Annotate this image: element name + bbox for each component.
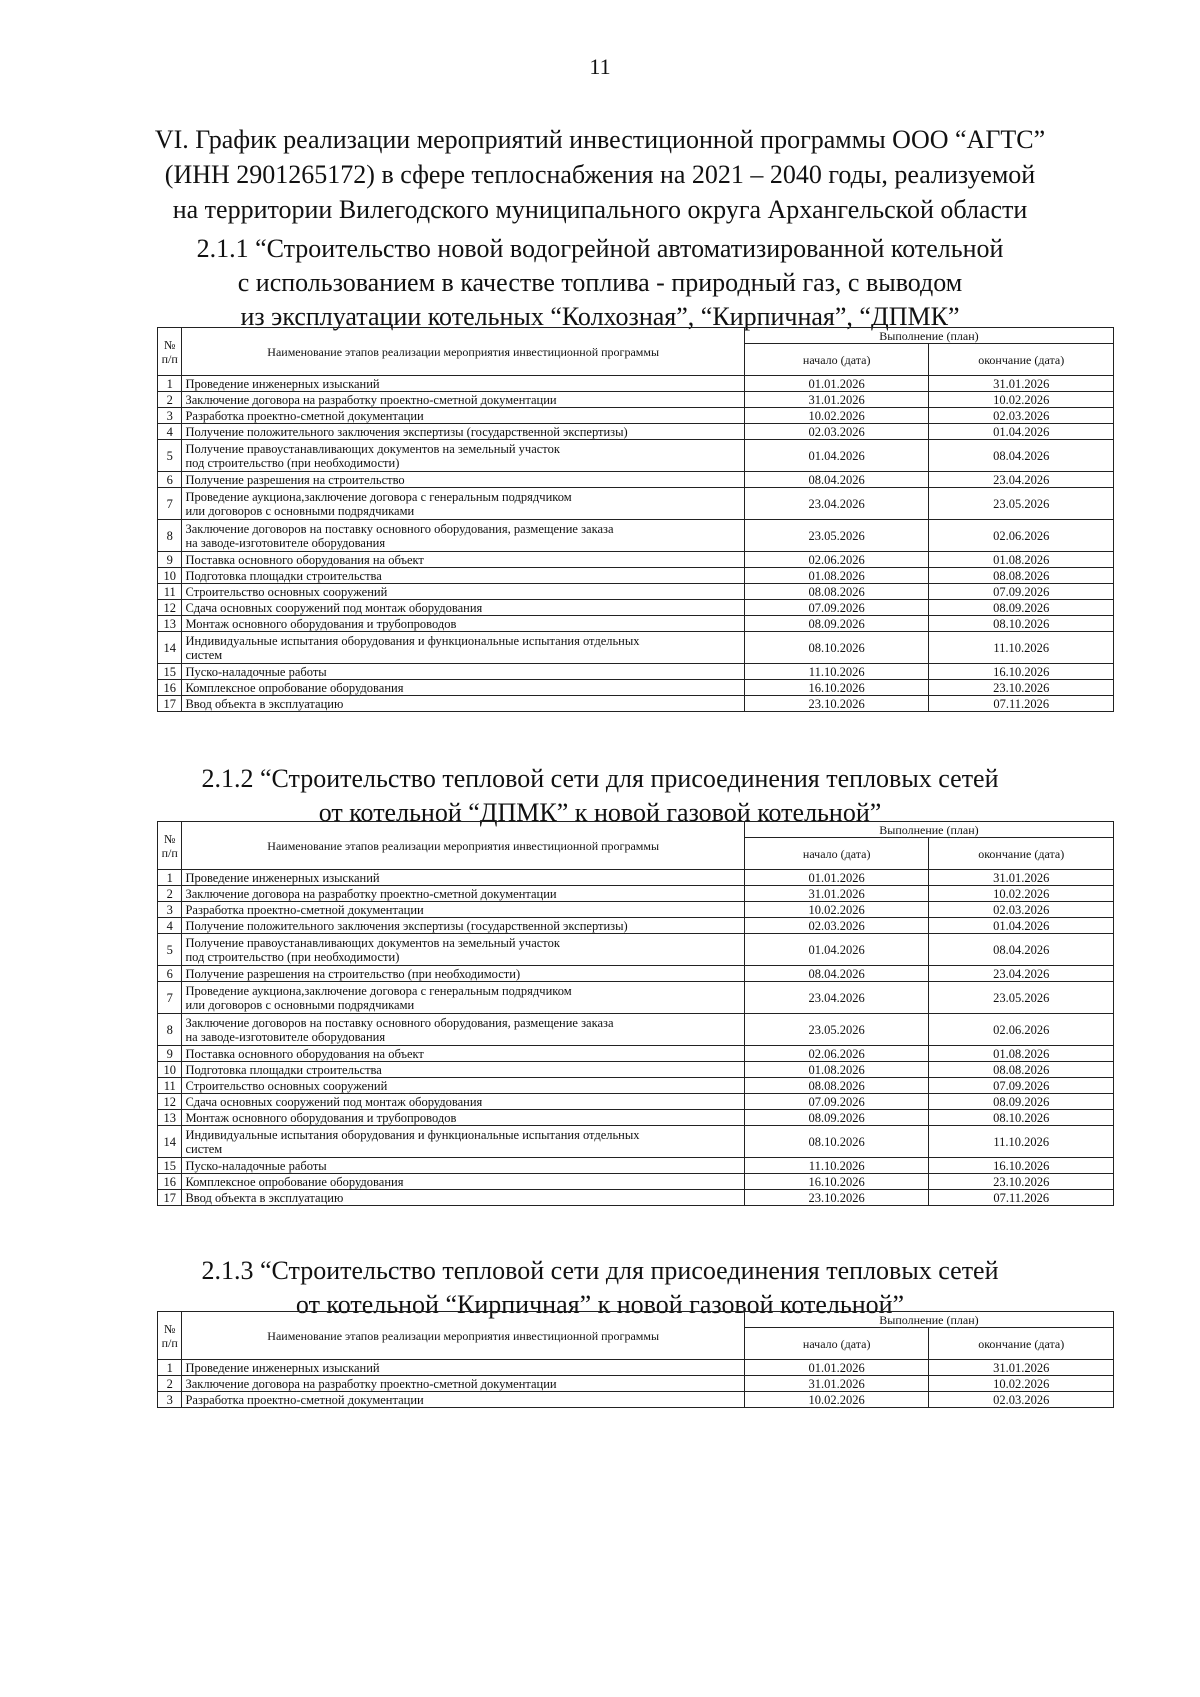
row-start-date: 23.04.2026 [744, 488, 929, 520]
row-end-date: 02.03.2026 [929, 408, 1114, 424]
row-number: 1 [158, 1360, 182, 1376]
row-name [182, 552, 744, 568]
row-number: 4 [158, 918, 182, 934]
row-end-date: 31.01.2026 [929, 1360, 1114, 1376]
row-start-date: 01.04.2026 [744, 440, 929, 472]
table-row [158, 902, 1114, 918]
row-name-line: Монтаж основного оборудования и трубопроводов [185, 1110, 457, 1125]
row-start-date: 10.02.2026 [744, 408, 929, 424]
row-number: 13 [158, 1110, 182, 1126]
row-number: 13 [158, 616, 182, 632]
row-start-date: 01.04.2026 [744, 934, 929, 966]
row-name-line: Индивидуальные испытания оборудования и функциональные испытания отдельных [185, 633, 640, 648]
table-row [158, 632, 1114, 664]
table-row [158, 376, 1114, 392]
row-name-line: Заключение договора на разработку проектно-сметной документации [185, 886, 557, 901]
row-end-date: 23.04.2026 [929, 966, 1114, 982]
row-number: 15 [158, 664, 182, 680]
row-name-line: Строительство основных сооружений [185, 584, 388, 599]
table-row [158, 966, 1114, 982]
row-name [182, 424, 744, 440]
header-num: № п/п [158, 1312, 182, 1360]
row-name-line: на заводе-изготовителе оборудования [185, 1029, 386, 1044]
row-name [182, 440, 744, 472]
row-end-date: 10.02.2026 [929, 886, 1114, 902]
row-name-line: Получение положительного заключения экспертизы (государственной экспертизы) [185, 424, 628, 439]
table-row [158, 696, 1114, 712]
row-name [182, 376, 744, 392]
row-name-line: Пуско-наладочные работы [185, 664, 327, 679]
row-number: 16 [158, 1174, 182, 1190]
row-name [182, 680, 744, 696]
row-number: 14 [158, 1126, 182, 1158]
header-row [158, 328, 1114, 344]
row-name-line: Сдача основных сооружений под монтаж оборудования [185, 1094, 483, 1109]
row-number: 1 [158, 870, 182, 886]
header-execution: Выполнение (план) [744, 328, 1113, 344]
row-name-line: Индивидуальные испытания оборудования и функциональные испытания отдельных [185, 1127, 640, 1142]
table-row [158, 1110, 1114, 1126]
row-end-date: 07.09.2026 [929, 584, 1114, 600]
table-row [158, 616, 1114, 632]
row-end-date: 07.11.2026 [929, 1190, 1114, 1206]
row-name-line: Монтаж основного оборудования и трубопроводов [185, 616, 457, 631]
row-name [182, 568, 744, 584]
row-name [182, 472, 744, 488]
row-end-date: 08.04.2026 [929, 440, 1114, 472]
row-end-date: 02.06.2026 [929, 520, 1114, 552]
table-row [158, 520, 1114, 552]
title-line: (ИНН 2901265172) в сфере теплоснабжения на 2021 – 2040 годы, реализуемой [164, 160, 1036, 189]
row-number: 8 [158, 520, 182, 552]
row-number: 2 [158, 1376, 182, 1392]
row-name [182, 1046, 744, 1062]
schedule-table [157, 821, 1114, 1206]
row-name [182, 616, 744, 632]
header-execution: Выполнение (план) [744, 822, 1113, 838]
row-end-date: 01.08.2026 [929, 552, 1114, 568]
row-name [182, 392, 744, 408]
row-name [182, 966, 744, 982]
row-start-date: 11.10.2026 [744, 664, 929, 680]
table-row [158, 918, 1114, 934]
row-number: 6 [158, 472, 182, 488]
table-row [158, 488, 1114, 520]
row-name-line: под строительство (при необходимости) [185, 949, 400, 964]
row-name [182, 1094, 744, 1110]
document-title [120, 122, 1080, 227]
row-end-date: 08.09.2026 [929, 600, 1114, 616]
row-start-date: 02.06.2026 [744, 552, 929, 568]
row-number: 10 [158, 568, 182, 584]
row-name-line: Получение разрешения на строительство (при необходимости) [185, 966, 521, 981]
row-end-date: 10.02.2026 [929, 1376, 1114, 1392]
table-row [158, 600, 1114, 616]
row-name-line: Поставка основного оборудования на объект [185, 1046, 424, 1061]
row-number: 9 [158, 552, 182, 568]
table-row [158, 424, 1114, 440]
header-name: Наименование этапов реализации мероприятия инвестиционной программы [182, 822, 744, 870]
row-end-date: 11.10.2026 [929, 632, 1114, 664]
title-line: на территории Вилегодского муниципального округа Архангельской области [172, 195, 1028, 224]
row-number: 2 [158, 886, 182, 902]
row-start-date: 23.04.2026 [744, 982, 929, 1014]
row-number: 3 [158, 1392, 182, 1408]
row-name [182, 520, 744, 552]
row-number: 7 [158, 488, 182, 520]
row-start-date: 01.08.2026 [744, 568, 929, 584]
row-number: 16 [158, 680, 182, 696]
row-end-date: 11.10.2026 [929, 1126, 1114, 1158]
row-end-date: 31.01.2026 [929, 870, 1114, 886]
table-row [158, 568, 1114, 584]
row-start-date: 16.10.2026 [744, 680, 929, 696]
row-number: 5 [158, 934, 182, 966]
row-name-line: под строительство (при необходимости) [185, 455, 400, 470]
row-start-date: 01.01.2026 [744, 1360, 929, 1376]
row-start-date: 08.09.2026 [744, 1110, 929, 1126]
table-row [158, 552, 1114, 568]
row-name-line: Поставка основного оборудования на объект [185, 552, 424, 567]
row-number: 3 [158, 408, 182, 424]
row-start-date: 01.08.2026 [744, 1062, 929, 1078]
table-row [158, 1094, 1114, 1110]
row-name [182, 1190, 744, 1206]
table-row [158, 472, 1114, 488]
page-number: 11 [589, 54, 611, 79]
row-name [182, 664, 744, 680]
row-name-line: Проведение инженерных изысканий [185, 1360, 380, 1375]
row-end-date: 23.05.2026 [929, 488, 1114, 520]
row-end-date: 01.04.2026 [929, 424, 1114, 440]
row-number: 6 [158, 966, 182, 982]
row-name [182, 870, 744, 886]
row-end-date: 02.03.2026 [929, 902, 1114, 918]
row-name-line: систем [185, 1141, 223, 1156]
row-number: 2 [158, 392, 182, 408]
row-name-line: Получение разрешения на строительство [185, 472, 405, 487]
header-end: окончание (дата) [929, 344, 1114, 376]
row-end-date: 08.08.2026 [929, 568, 1114, 584]
table-row [158, 1062, 1114, 1078]
row-name-line: Заключение договоров на поставку основного оборудования, размещение заказа [185, 1015, 614, 1030]
table-row [158, 1360, 1114, 1376]
row-name-line: Заключение договоров на поставку основного оборудования, размещение заказа [185, 521, 614, 536]
section-title-2-1-1 [120, 232, 1080, 334]
row-name [182, 632, 744, 664]
row-end-date: 31.01.2026 [929, 376, 1114, 392]
row-name-line: на заводе-изготовителе оборудования [185, 535, 386, 550]
row-name-line: Проведение аукциона,заключение договора с генеральным подрядчиком [185, 489, 572, 504]
table-row [158, 934, 1114, 966]
row-name-line: Проведение инженерных изысканий [185, 376, 380, 391]
row-name [182, 1392, 744, 1408]
row-number: 11 [158, 1078, 182, 1094]
section-title-line: из эксплуатации котельных “Колхозная”, “Кирпичная”, “ДПМК” [240, 302, 960, 331]
row-number: 17 [158, 696, 182, 712]
row-end-date: 02.06.2026 [929, 1014, 1114, 1046]
header-start: начало (дата) [744, 838, 929, 870]
row-start-date: 08.09.2026 [744, 616, 929, 632]
table-row [158, 982, 1114, 1014]
table-row [158, 1046, 1114, 1062]
row-number: 10 [158, 1062, 182, 1078]
row-start-date: 31.01.2026 [744, 886, 929, 902]
row-start-date: 23.10.2026 [744, 696, 929, 712]
row-start-date: 02.03.2026 [744, 918, 929, 934]
row-name-line: Пуско-наладочные работы [185, 1158, 327, 1173]
row-number: 4 [158, 424, 182, 440]
header-row [158, 1312, 1114, 1328]
row-end-date: 02.03.2026 [929, 1392, 1114, 1408]
table-row [158, 1392, 1114, 1408]
row-end-date: 23.04.2026 [929, 472, 1114, 488]
row-number: 15 [158, 1158, 182, 1174]
row-start-date: 08.10.2026 [744, 1126, 929, 1158]
table-row [158, 1014, 1114, 1046]
row-start-date: 08.08.2026 [744, 1078, 929, 1094]
row-name-line: Разработка проектно-сметной документации [185, 408, 424, 423]
row-name-line: Разработка проектно-сметной документации [185, 1392, 424, 1407]
row-end-date: 16.10.2026 [929, 664, 1114, 680]
row-start-date: 08.04.2026 [744, 472, 929, 488]
row-name [182, 1158, 744, 1174]
row-name-line: Получение правоустанавливающих документов на земельный участок [185, 935, 560, 950]
row-start-date: 08.10.2026 [744, 632, 929, 664]
row-name [182, 408, 744, 424]
table-row [158, 870, 1114, 886]
row-name-line: Заключение договора на разработку проектно-сметной документации [185, 1376, 557, 1391]
row-number: 17 [158, 1190, 182, 1206]
row-end-date: 07.11.2026 [929, 696, 1114, 712]
table-row [158, 440, 1114, 472]
row-name-line: Ввод объекта в эксплуатацию [185, 696, 344, 711]
row-name [182, 488, 744, 520]
row-end-date: 01.08.2026 [929, 1046, 1114, 1062]
row-end-date: 07.09.2026 [929, 1078, 1114, 1094]
table-row [158, 664, 1114, 680]
row-name [182, 902, 744, 918]
row-name-line: Заключение договора на разработку проектно-сметной документации [185, 392, 557, 407]
row-name [182, 1360, 744, 1376]
row-name [182, 1014, 744, 1046]
row-start-date: 10.02.2026 [744, 1392, 929, 1408]
row-end-date: 08.08.2026 [929, 1062, 1114, 1078]
row-number: 3 [158, 902, 182, 918]
row-number: 12 [158, 1094, 182, 1110]
table-row [158, 1190, 1114, 1206]
row-name [182, 1078, 744, 1094]
header-start: начало (дата) [744, 1328, 929, 1360]
row-start-date: 07.09.2026 [744, 1094, 929, 1110]
row-name-line: Сдача основных сооружений под монтаж оборудования [185, 600, 483, 615]
header-execution: Выполнение (план) [744, 1312, 1113, 1328]
row-name-line: Подготовка площадки строительства [185, 1062, 382, 1077]
row-name [182, 600, 744, 616]
row-number: 7 [158, 982, 182, 1014]
row-end-date: 01.04.2026 [929, 918, 1114, 934]
row-start-date: 31.01.2026 [744, 1376, 929, 1392]
row-start-date: 08.04.2026 [744, 966, 929, 982]
row-end-date: 23.10.2026 [929, 680, 1114, 696]
row-end-date: 23.05.2026 [929, 982, 1114, 1014]
row-end-date: 08.04.2026 [929, 934, 1114, 966]
row-name-line: систем [185, 647, 223, 662]
row-name [182, 696, 744, 712]
row-number: 9 [158, 1046, 182, 1062]
section-title-line: от котельной “Кирпичная” к новой газовой котельной” [295, 1290, 905, 1319]
table-row [158, 392, 1114, 408]
row-end-date: 08.09.2026 [929, 1094, 1114, 1110]
row-name-line: Строительство основных сооружений [185, 1078, 388, 1093]
header-row [158, 822, 1114, 838]
row-start-date: 10.02.2026 [744, 902, 929, 918]
header-end: окончание (дата) [929, 1328, 1114, 1360]
header-name: Наименование этапов реализации мероприятия инвестиционной программы [182, 1312, 744, 1360]
row-end-date: 23.10.2026 [929, 1174, 1114, 1190]
row-name-line: Получение правоустанавливающих документов на земельный участок [185, 441, 560, 456]
header-name: Наименование этапов реализации мероприятия инвестиционной программы [182, 328, 744, 376]
schedule-table [157, 327, 1114, 712]
section-title-2-1-2 [120, 762, 1080, 830]
table-row [158, 1078, 1114, 1094]
row-start-date: 01.01.2026 [744, 870, 929, 886]
row-name [182, 982, 744, 1014]
row-start-date: 23.10.2026 [744, 1190, 929, 1206]
section-title-line: 2.1.1 “Строительство новой водогрейной автоматизированной котельной [196, 234, 1004, 263]
row-number: 14 [158, 632, 182, 664]
row-name-line: Подготовка площадки строительства [185, 568, 382, 583]
row-name-line: Проведение инженерных изысканий [185, 870, 380, 885]
row-name-line: Проведение аукциона,заключение договора с генеральным подрядчиком [185, 983, 572, 998]
row-start-date: 01.01.2026 [744, 376, 929, 392]
table-row [158, 1158, 1114, 1174]
row-number: 5 [158, 440, 182, 472]
row-name-line: Ввод объекта в эксплуатацию [185, 1190, 344, 1205]
row-name-line: Комплексное опробование оборудования [185, 680, 404, 695]
row-start-date: 07.09.2026 [744, 600, 929, 616]
section-title-line: с использованием в качестве топлива - природный газ, с выводом [237, 268, 963, 297]
table-row [158, 584, 1114, 600]
row-name-line: или договоров с основными подрядчиками [185, 997, 415, 1012]
row-end-date: 08.10.2026 [929, 1110, 1114, 1126]
row-name-line: или договоров с основными подрядчиками [185, 503, 415, 518]
row-number: 1 [158, 376, 182, 392]
header-num: № п/п [158, 328, 182, 376]
row-start-date: 11.10.2026 [744, 1158, 929, 1174]
row-end-date: 08.10.2026 [929, 616, 1114, 632]
table-row [158, 408, 1114, 424]
row-end-date: 10.02.2026 [929, 392, 1114, 408]
row-number: 11 [158, 584, 182, 600]
table-row [158, 680, 1114, 696]
row-name [182, 1062, 744, 1078]
row-name-line: Комплексное опробование оборудования [185, 1174, 404, 1189]
row-start-date: 23.05.2026 [744, 520, 929, 552]
row-number: 8 [158, 1014, 182, 1046]
row-name [182, 886, 744, 902]
schedule-table [157, 1311, 1114, 1408]
row-name [182, 934, 744, 966]
table-row [158, 886, 1114, 902]
table-row [158, 1126, 1114, 1158]
row-start-date: 31.01.2026 [744, 392, 929, 408]
header-num: № п/п [158, 822, 182, 870]
table-row [158, 1376, 1114, 1392]
row-name [182, 1174, 744, 1190]
table-row [158, 1174, 1114, 1190]
header-start: начало (дата) [744, 344, 929, 376]
row-number: 12 [158, 600, 182, 616]
row-end-date: 16.10.2026 [929, 1158, 1114, 1174]
header-end: окончание (дата) [929, 838, 1114, 870]
row-name [182, 1126, 744, 1158]
section-title-line: 2.1.2 “Строительство тепловой сети для присоединения тепловых сетей [201, 764, 999, 793]
title-line: VI. График реализации мероприятий инвестиционной программы ООО “АГТС” [154, 125, 1046, 154]
section-title-line: от котельной “ДПМК” к новой газовой котельной” [318, 798, 882, 827]
row-start-date: 08.08.2026 [744, 584, 929, 600]
row-name [182, 1110, 744, 1126]
row-name-line: Получение положительного заключения экспертизы (государственной экспертизы) [185, 918, 628, 933]
row-start-date: 02.03.2026 [744, 424, 929, 440]
row-name-line: Разработка проектно-сметной документации [185, 902, 424, 917]
row-start-date: 02.06.2026 [744, 1046, 929, 1062]
row-start-date: 16.10.2026 [744, 1174, 929, 1190]
row-name [182, 584, 744, 600]
row-name [182, 1376, 744, 1392]
row-start-date: 23.05.2026 [744, 1014, 929, 1046]
section-title-line: 2.1.3 “Строительство тепловой сети для присоединения тепловых сетей [201, 1256, 999, 1285]
row-name [182, 918, 744, 934]
